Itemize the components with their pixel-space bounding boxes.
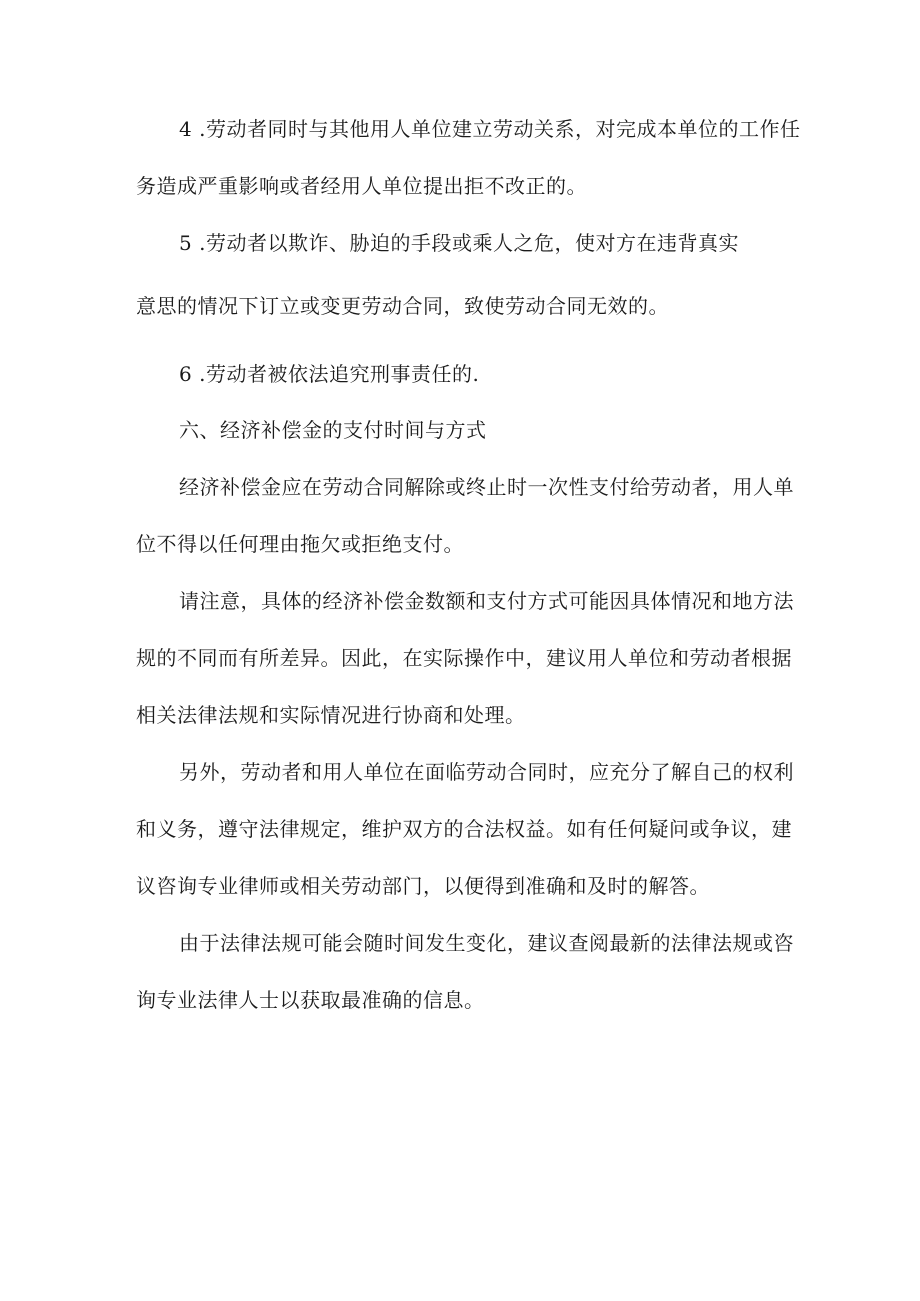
paragraph-laws-line-1: 由于法律法规可能会随时间发生变化，建议查阅最新的法律法规或咨 <box>179 931 794 955</box>
paragraph-item-6: 6 .劳动者被依法追究刑事责任的. <box>179 362 480 386</box>
paragraph-note-line-2: 规的不同而有所差异。因此，在实际操作中，建议用人单位和劳动者根据 <box>136 646 792 670</box>
paragraph-note-line-3: 相关法律法规和实际情况进行协商和处理。 <box>136 703 526 727</box>
paragraph-payment-line-2: 位不得以任何理由拖欠或拒绝支付。 <box>136 532 464 556</box>
paragraph-item-5-line-1: 5 .劳动者以欺诈、胁迫的手段或乘人之危，使对方在违背真实 <box>179 231 739 255</box>
paragraph-rights-line-3: 议咨询专业律师或相关劳动部门，以便得到准确和及时的解答。 <box>136 874 710 898</box>
paragraph-item-5-line-2: 意思的情况下订立或变更劳动合同，致使劳动合同无效的。 <box>136 294 669 318</box>
paragraph-note-line-1: 请注意，具体的经济补偿金数额和支付方式可能因具体情况和地方法 <box>179 589 794 613</box>
paragraph-item-4-line-1: 4 .劳动者同时与其他用人单位建立劳动关系，对完成本单位的工作任 <box>179 117 801 141</box>
paragraph-payment-line-1: 经济补偿金应在劳动合同解除或终止时一次性支付给劳动者，用人单 <box>179 475 794 499</box>
paragraph-rights-line-1: 另外，劳动者和用人单位在面临劳动合同时，应充分了解自己的权利 <box>179 760 794 784</box>
section-heading-6: 六、经济补偿金的支付时间与方式 <box>179 418 487 442</box>
paragraph-laws-line-2: 询专业法律人士以获取最准确的信息。 <box>136 988 485 1012</box>
paragraph-item-4-line-2: 务造成严重影响或者经用人单位提出拒不改正的。 <box>136 174 587 198</box>
paragraph-rights-line-2: 和义务，遵守法律规定，维护双方的合法权益。如有任何疑问或争议，建 <box>136 817 792 841</box>
